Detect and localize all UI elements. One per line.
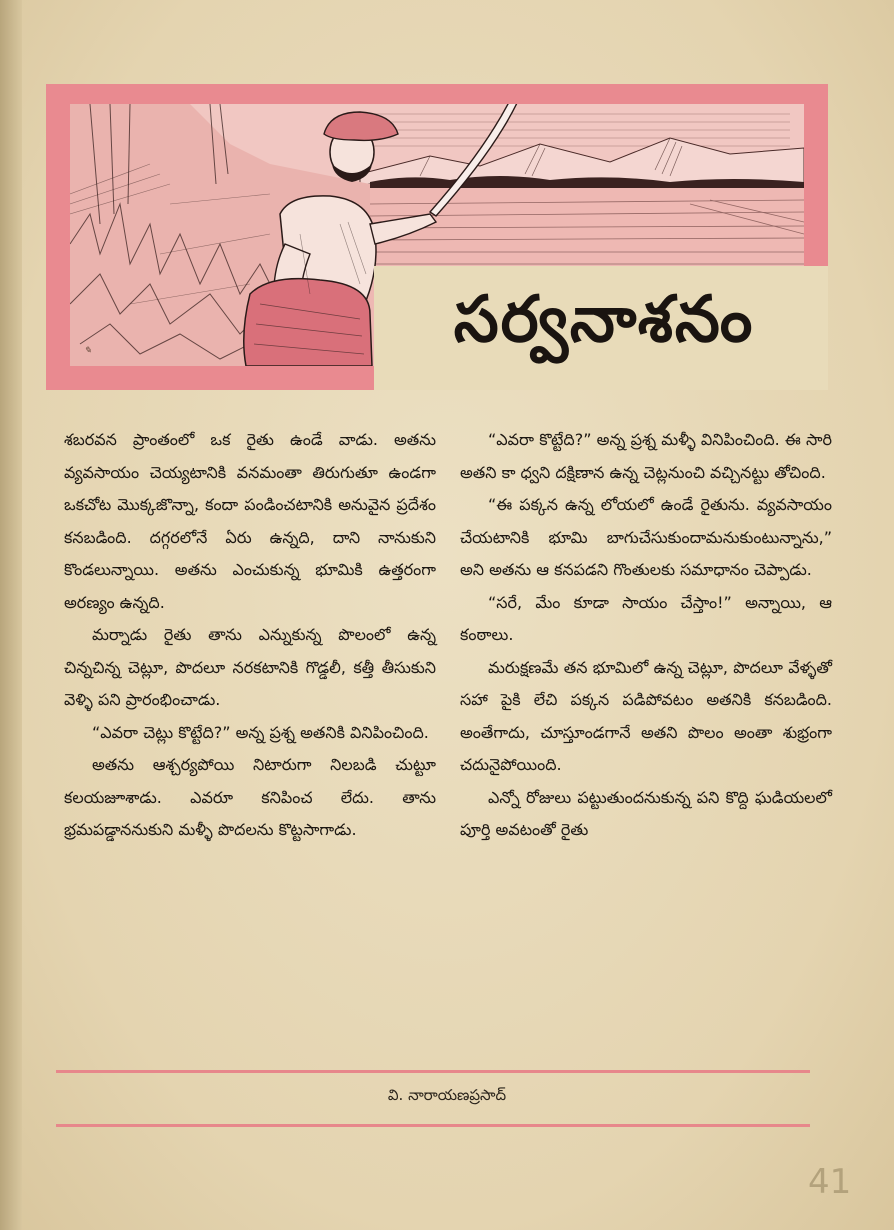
left-column bbox=[64, 424, 436, 847]
paragraph: “ఈ పక్కన ఉన్న లోయలో ఉండే రైతును. వ్యవసాయం చేయటానికి భూమి బాగుచేసుకుందామనుకుంటున్నాను,” అని అతను ఆ కనపడని గొంతులకు సమాధానం చెప్పాడు. bbox=[460, 495, 832, 579]
artist-signature: ✎ bbox=[84, 346, 92, 356]
paragraph: అతను ఆశ్చర్యపోయి నిటారుగా నిలబడి చుట్టూ కలయజూశాడు. ఎవరూ కనిపించ లేదు. తాను భ్రమపడ్డాననుకుని మళ్ళీ పొదలను కొట్టసాగాడు. bbox=[64, 755, 436, 839]
author-byline: వి. నారాయణప్రసాద్ bbox=[387, 1086, 507, 1104]
paragraph: “సరే, మేం కూడా సాయం చేస్తాం!” అన్నాయి, ఆ కంఠాలు. bbox=[460, 592, 832, 644]
paragraph: “ఎవరా చెట్లు కొట్టేది?” అన్న ప్రశ్న అతనికి వినిపించింది. bbox=[92, 722, 429, 742]
page-binding-edge bbox=[0, 0, 22, 1230]
paragraph: మర్నాడు రైతు తాను ఎన్నుకున్న పొలంలో ఉన్న చిన్నచిన్న చెట్లూ, పొదలూ నరకటానికి గొడ్డలీ, కత్తీ తీసుకుని వెళ్ళి పని ప్రారంభించాడు. bbox=[64, 625, 436, 709]
right-column bbox=[460, 424, 832, 847]
page-number: 41 bbox=[808, 1162, 852, 1202]
top-divider bbox=[56, 1070, 810, 1073]
paragraph: ఎన్నో రోజులు పట్టుతుందనుకున్న పని కొద్ది ఘడియలలో పూర్తి అవటంతో రైతు bbox=[460, 787, 832, 839]
paragraph: మరుక్షణమే తన భూమిలో ఉన్న చెట్లూ, పొదలూ వేళ్ళతో సహా పైకి లేచి పక్కన పడిపోవటం అతనికి కనబడింది. అంతేగాదు, చూస్తూండగానే అతని పొలం అంతా శుభ్రంగా చదునైపోయింది. bbox=[460, 657, 832, 774]
paragraph: శబరవన ప్రాంతంలో ఒక రైతు ఉండే వాడు. అతను వ్యవసాయం చెయ్యటానికి వనమంతా తిరుగుతూ ఉండగా ఒకచోట మొక్కజొన్నా, కందా పండించటానికి అనువైన ప్రదేశం కనబడింది. దగ్గరలోనే ఏరు ఉన్నది, దాని నానుకుని కొండలున్నాయి. అతను ఎంచుకున్న భూమికి ఉత్తరంగా అరణ్యం ఉన్నది. bbox=[64, 430, 436, 612]
bottom-divider bbox=[56, 1124, 810, 1127]
paragraph: “ఎవరా కొట్టేది?” అన్న ప్రశ్న మళ్ళీ వినిపించింది. ఈ సారి అతని కా ధ్వని దక్షిణాన ఉన్న చెట్లనుంచి వచ్చినట్టు తోచింది. bbox=[460, 430, 832, 482]
story-title: సర్వనాశనం bbox=[453, 282, 755, 357]
